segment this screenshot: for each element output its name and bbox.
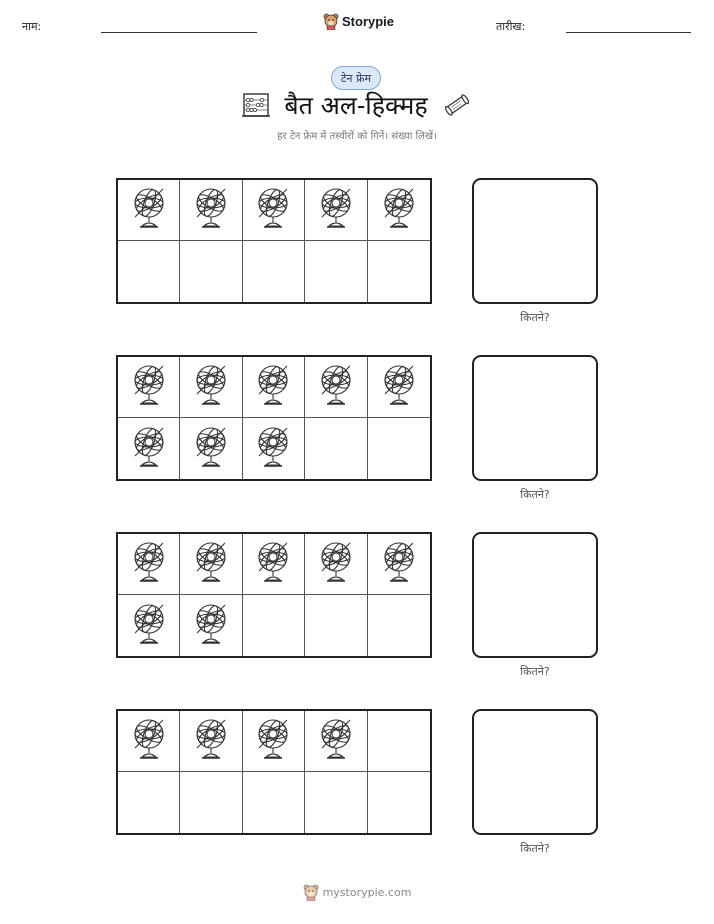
date-label: तारीख: — [496, 20, 526, 33]
answer-box-2[interactable] — [472, 355, 598, 481]
ten-frame-cell — [118, 534, 180, 595]
ten-frame-2 — [116, 355, 432, 481]
armillary-sphere-icon — [316, 540, 356, 588]
armillary-sphere-icon — [253, 425, 293, 473]
armillary-sphere-icon — [253, 363, 293, 411]
ten-frame-cell — [118, 595, 180, 656]
armillary-sphere-icon — [191, 363, 231, 411]
ten-frame-cell — [368, 357, 430, 418]
answer-box-3[interactable] — [472, 532, 598, 658]
ten-frame-cell — [180, 595, 242, 656]
armillary-sphere-icon — [191, 425, 231, 473]
armillary-sphere-icon — [129, 425, 169, 473]
abacus-icon — [242, 92, 270, 118]
name-line[interactable] — [101, 32, 257, 33]
date-line[interactable] — [566, 32, 691, 33]
ten-frame-cell — [368, 595, 430, 656]
title-row — [0, 88, 714, 122]
ten-frame-cell — [118, 772, 180, 833]
ten-frame-cell — [180, 357, 242, 418]
ten-frame-cell — [305, 418, 367, 479]
armillary-sphere-icon — [191, 602, 231, 650]
ten-frame-cell — [243, 711, 305, 772]
ten-frame-cell — [118, 357, 180, 418]
armillary-sphere-icon — [379, 363, 419, 411]
page-title: बैत अल-हिक्मह — [284, 91, 428, 120]
armillary-sphere-icon — [129, 540, 169, 588]
ten-frame-cell — [243, 241, 305, 302]
bear-mascot-icon — [323, 13, 339, 30]
ten-frame-cell — [368, 772, 430, 833]
ten-frame-cell — [368, 418, 430, 479]
answer-label-1: कितने? — [520, 311, 550, 324]
ten-frame-4 — [116, 709, 432, 835]
answer-label-4: कितने? — [520, 842, 550, 855]
answer-label-3: कितने? — [520, 665, 550, 678]
answer-box-4[interactable] — [472, 709, 598, 835]
armillary-sphere-icon — [129, 363, 169, 411]
scroll-icon — [442, 92, 472, 118]
ten-frame-cell — [305, 180, 367, 241]
footer-link[interactable]: mystorypie.com — [322, 886, 412, 899]
ten-frame-cell — [180, 241, 242, 302]
ten-frame-cell — [368, 180, 430, 241]
ten-frame-cell — [368, 241, 430, 302]
ten-frame-cell — [243, 595, 305, 656]
armillary-sphere-icon — [253, 186, 293, 234]
armillary-sphere-icon — [379, 186, 419, 234]
footer — [0, 884, 714, 901]
ten-frame-cell — [305, 772, 367, 833]
armillary-sphere-icon — [191, 186, 231, 234]
ten-frame-cell — [305, 711, 367, 772]
ten-frame-cell — [368, 711, 430, 772]
armillary-sphere-icon — [129, 717, 169, 765]
brand-logo — [323, 13, 394, 30]
ten-frame-3 — [116, 532, 432, 658]
ten-frame-cell — [118, 418, 180, 479]
armillary-sphere-icon — [129, 186, 169, 234]
ten-frame-cell — [243, 772, 305, 833]
ten-frame-cell — [180, 711, 242, 772]
ten-frame-cell — [180, 418, 242, 479]
answer-box-1[interactable] — [472, 178, 598, 304]
ten-frame-cell — [118, 241, 180, 302]
ten-frame-cell — [305, 357, 367, 418]
ten-frame-cell — [243, 418, 305, 479]
ten-frame-cell — [305, 595, 367, 656]
ten-frame-cell — [305, 534, 367, 595]
armillary-sphere-icon — [129, 602, 169, 650]
armillary-sphere-icon — [253, 540, 293, 588]
bear-mascot-icon — [303, 884, 319, 901]
ten-frame-cell — [243, 180, 305, 241]
armillary-sphere-icon — [191, 717, 231, 765]
answer-label-2: कितने? — [520, 488, 550, 501]
instructions: हर टेन फ्रेम में तस्वीरों को गिनें। संख्या लिखें। — [277, 131, 437, 142]
ten-frame-cell — [368, 534, 430, 595]
armillary-sphere-icon — [316, 186, 356, 234]
ten-frame-cell — [118, 180, 180, 241]
armillary-sphere-icon — [191, 540, 231, 588]
topic-badge: टेन फ्रेम — [331, 66, 381, 90]
ten-frame-cell — [180, 180, 242, 241]
ten-frame-cell — [243, 534, 305, 595]
ten-frame-cell — [180, 772, 242, 833]
armillary-sphere-icon — [316, 717, 356, 765]
ten-frame-cell — [243, 357, 305, 418]
ten-frame-cell — [118, 711, 180, 772]
ten-frame-cell — [305, 241, 367, 302]
ten-frame-1 — [116, 178, 432, 304]
brand-name: Storypie — [342, 14, 395, 29]
name-label: नाम: — [22, 20, 42, 33]
armillary-sphere-icon — [253, 717, 293, 765]
armillary-sphere-icon — [379, 540, 419, 588]
ten-frame-cell — [180, 534, 242, 595]
armillary-sphere-icon — [316, 363, 356, 411]
